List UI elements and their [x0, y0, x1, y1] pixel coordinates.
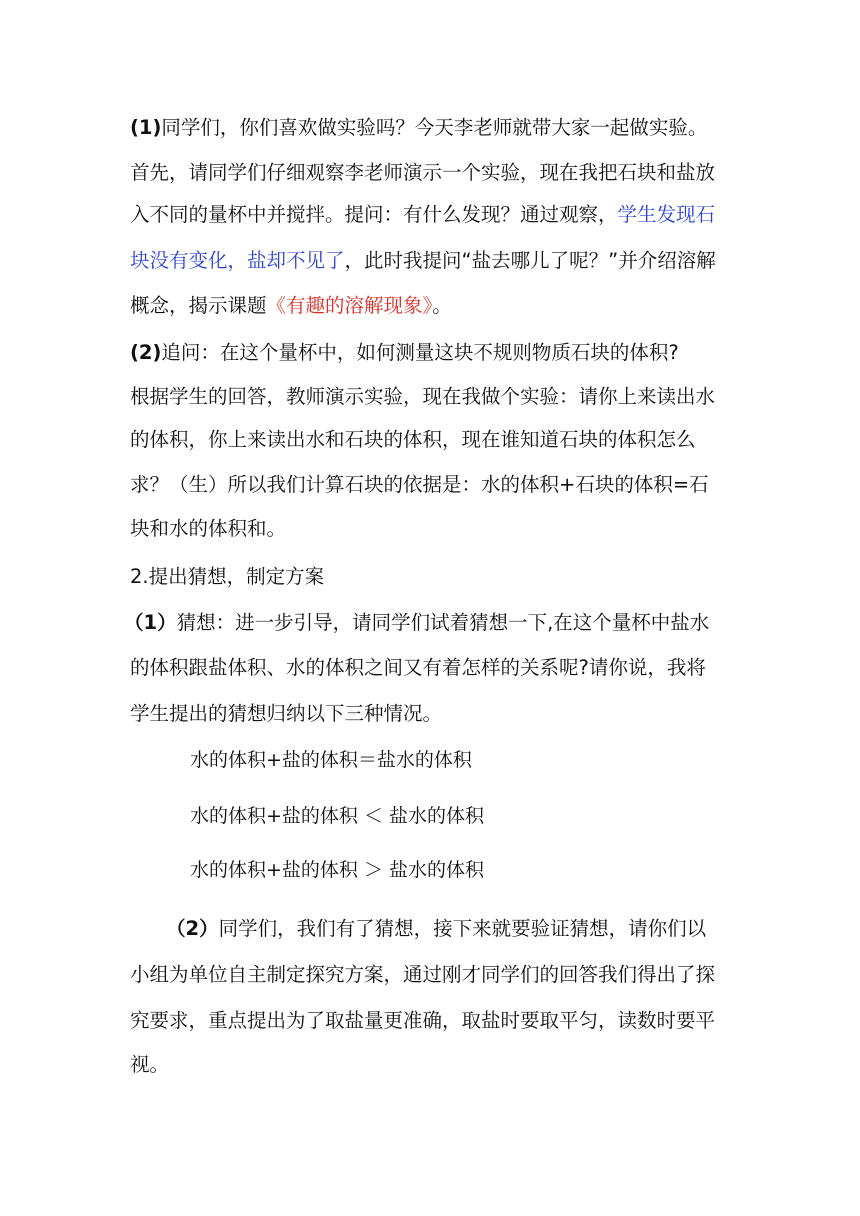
- text: 求？（生）所以我们计算石块的依据是：水的体积+石块的体积=石: [130, 473, 709, 496]
- paragraph-3-line-1: [124, 610, 709, 636]
- text: 追问：在这个量杯中，如何测量这块不规则物质石块的体积?: [161, 341, 679, 364]
- formula-greater: 水的体积+盐的体积 ＞ 盐水的体积: [190, 859, 484, 881]
- lesson-title-red: 《有趣的溶解现象》: [266, 294, 433, 317]
- paragraph-2-line-2: [130, 384, 715, 410]
- text: 小组为单位自主制定探究方案，通过刚才同学们的回答我们得出了探: [130, 963, 716, 986]
- text: ，此时我提问“盐去哪儿了呢？”并介绍溶解: [344, 249, 716, 272]
- paragraph-2-line-4: [130, 472, 709, 498]
- paragraph-4-line-3: [130, 1008, 715, 1034]
- item-number: (2): [130, 341, 162, 364]
- paragraph-1-line-1: [130, 115, 707, 141]
- section-heading: 2.提出猜想，制定方案: [130, 565, 325, 588]
- text: 同学们，你们喜欢做实验吗？今天李老师就带大家一起做实验。: [161, 116, 708, 139]
- text: 根据学生的回答，教师演示实验，现在我做个实验：请你上来读出水: [130, 385, 716, 408]
- text: 首先，请同学们仔细观察李老师演示一个实验，现在我把石块和盐放: [130, 161, 716, 184]
- item-number: (1): [130, 116, 162, 139]
- text: 概念，揭示课题: [130, 294, 267, 317]
- text: 块和水的体积和。: [130, 517, 287, 540]
- paragraph-2-line-1: [130, 340, 679, 366]
- text: 。: [432, 294, 452, 317]
- paragraph-1-line-3: [130, 202, 715, 228]
- text: 的体积，你上来读出水和石块的体积，现在谁知道石块的体积怎么: [130, 428, 696, 451]
- paragraph-3-line-2: [130, 655, 706, 681]
- paragraph-3-line-3: [130, 701, 442, 727]
- text: 同学们，我们有了猜想，接下来就要验证猜想，请你们以: [218, 917, 707, 940]
- paragraph-4-line-2: [130, 962, 715, 988]
- text: 猜想：进一步引导，请同学们试着猜想一下,在这个量杯中盐水: [176, 611, 710, 634]
- text: 学生提出的猜想归纳以下三种情况。: [130, 702, 443, 725]
- text: 究要求，重点提出为了取盐量更准确，取盐时要取平匀，读数时要平: [130, 1009, 716, 1032]
- paragraph-1-line-2: [130, 160, 715, 186]
- paragraph-1-line-4: [130, 248, 716, 274]
- text: 的体积跟盐体积、水的体积之间又有着怎样的关系呢?请你说，我将: [130, 656, 706, 679]
- paragraph-4-line-1: [166, 916, 706, 942]
- item-number: （2）: [166, 917, 219, 940]
- text: 入不同的量杯中并搅拌。提问：有什么发现？通过观察，: [130, 203, 618, 226]
- paragraph-4-line-4: [130, 1052, 169, 1078]
- formula-equal: 水的体积+盐的体积＝盐水的体积: [190, 749, 472, 771]
- item-number: （1）: [124, 611, 177, 634]
- formula-less: 水的体积+盐的体积 ＜ 盐水的体积: [190, 805, 484, 827]
- paragraph-1-line-5: [130, 293, 452, 319]
- highlight-blue-text: 块没有变化，盐却不见了: [130, 249, 345, 272]
- text: 视。: [130, 1053, 170, 1076]
- paragraph-2-line-5: [130, 516, 286, 542]
- highlight-blue-text: 学生发现石: [617, 203, 716, 226]
- paragraph-2-line-3: [130, 427, 696, 453]
